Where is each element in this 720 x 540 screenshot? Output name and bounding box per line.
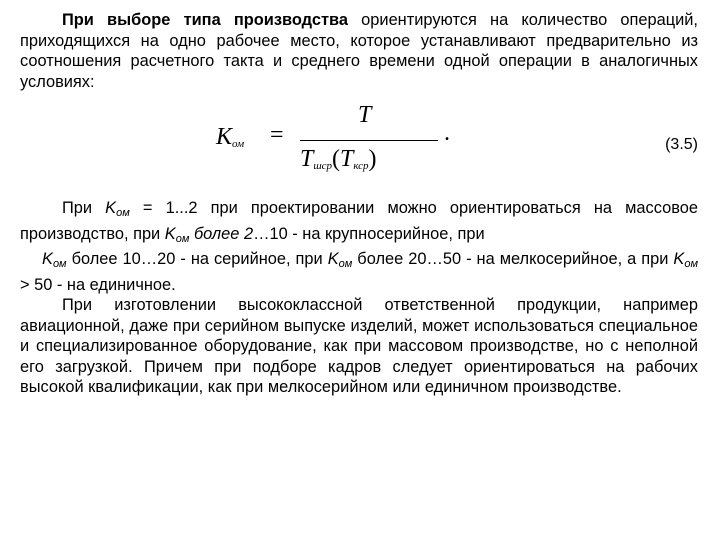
document-page bbox=[20, 10, 698, 398]
formula-denominator: $T_{шср}(T_{кср})$ bbox=[300, 146, 377, 172]
paragraph-4: При изготовлении высококлассной ответственной продукции, например авиационной, даже при серийном выпуске изделий, может использоваться специальное и специализированное оборудование, как при массовом производстве, но с неполной его загрузкой. Причем при подборе кадров следует ориентироваться на рабочих высокой квалификации, как при мелкосерийном или единичном производстве. bbox=[20, 296, 698, 396]
formula-equals: = bbox=[270, 122, 284, 148]
paragraph-2: При $K_{ом} = 1...2$ при проектировании можно ориентироваться на массовое производство, при $K_{ом}$ более 2…10 - на крупносерийное, при bbox=[20, 199, 698, 245]
k-om-symbol: $K_{ом}$ bbox=[42, 250, 67, 270]
formula-lhs: $K_{ом}$ bbox=[216, 124, 245, 150]
paragraph-1-text: ориентируются на количество операций, приходящихся на одно рабочее место, которое устанавливают предварительно из соотношения расчетного такта и среднего времени одной операции в аналогичных условиях: bbox=[20, 11, 698, 91]
k-om-symbol: $K_{ом}$ bbox=[105, 199, 130, 219]
equation-number: (3.5) bbox=[665, 136, 698, 153]
formula-numerator: T bbox=[358, 102, 372, 128]
fraction-bar bbox=[300, 140, 438, 141]
paragraph-1-lead: При выборе типа производства bbox=[62, 11, 348, 29]
k-om-symbol: $K_{ом}$ bbox=[673, 250, 698, 270]
k-om-symbol: $K_{ом}$ более 2 bbox=[164, 224, 254, 245]
formula-3-5 bbox=[20, 96, 698, 192]
formula-period: . bbox=[444, 120, 450, 146]
k-om-symbol: $K_{ом}$ bbox=[327, 250, 353, 270]
paragraph-1 bbox=[20, 10, 698, 92]
paragraph-3: $K_{ом}$ более 10…20 - на серийное, при $K_{ом}$ более 20…50 - на мелкосерийное, а при $K_{ом} > 50$ - на единичное. bbox=[20, 250, 698, 294]
